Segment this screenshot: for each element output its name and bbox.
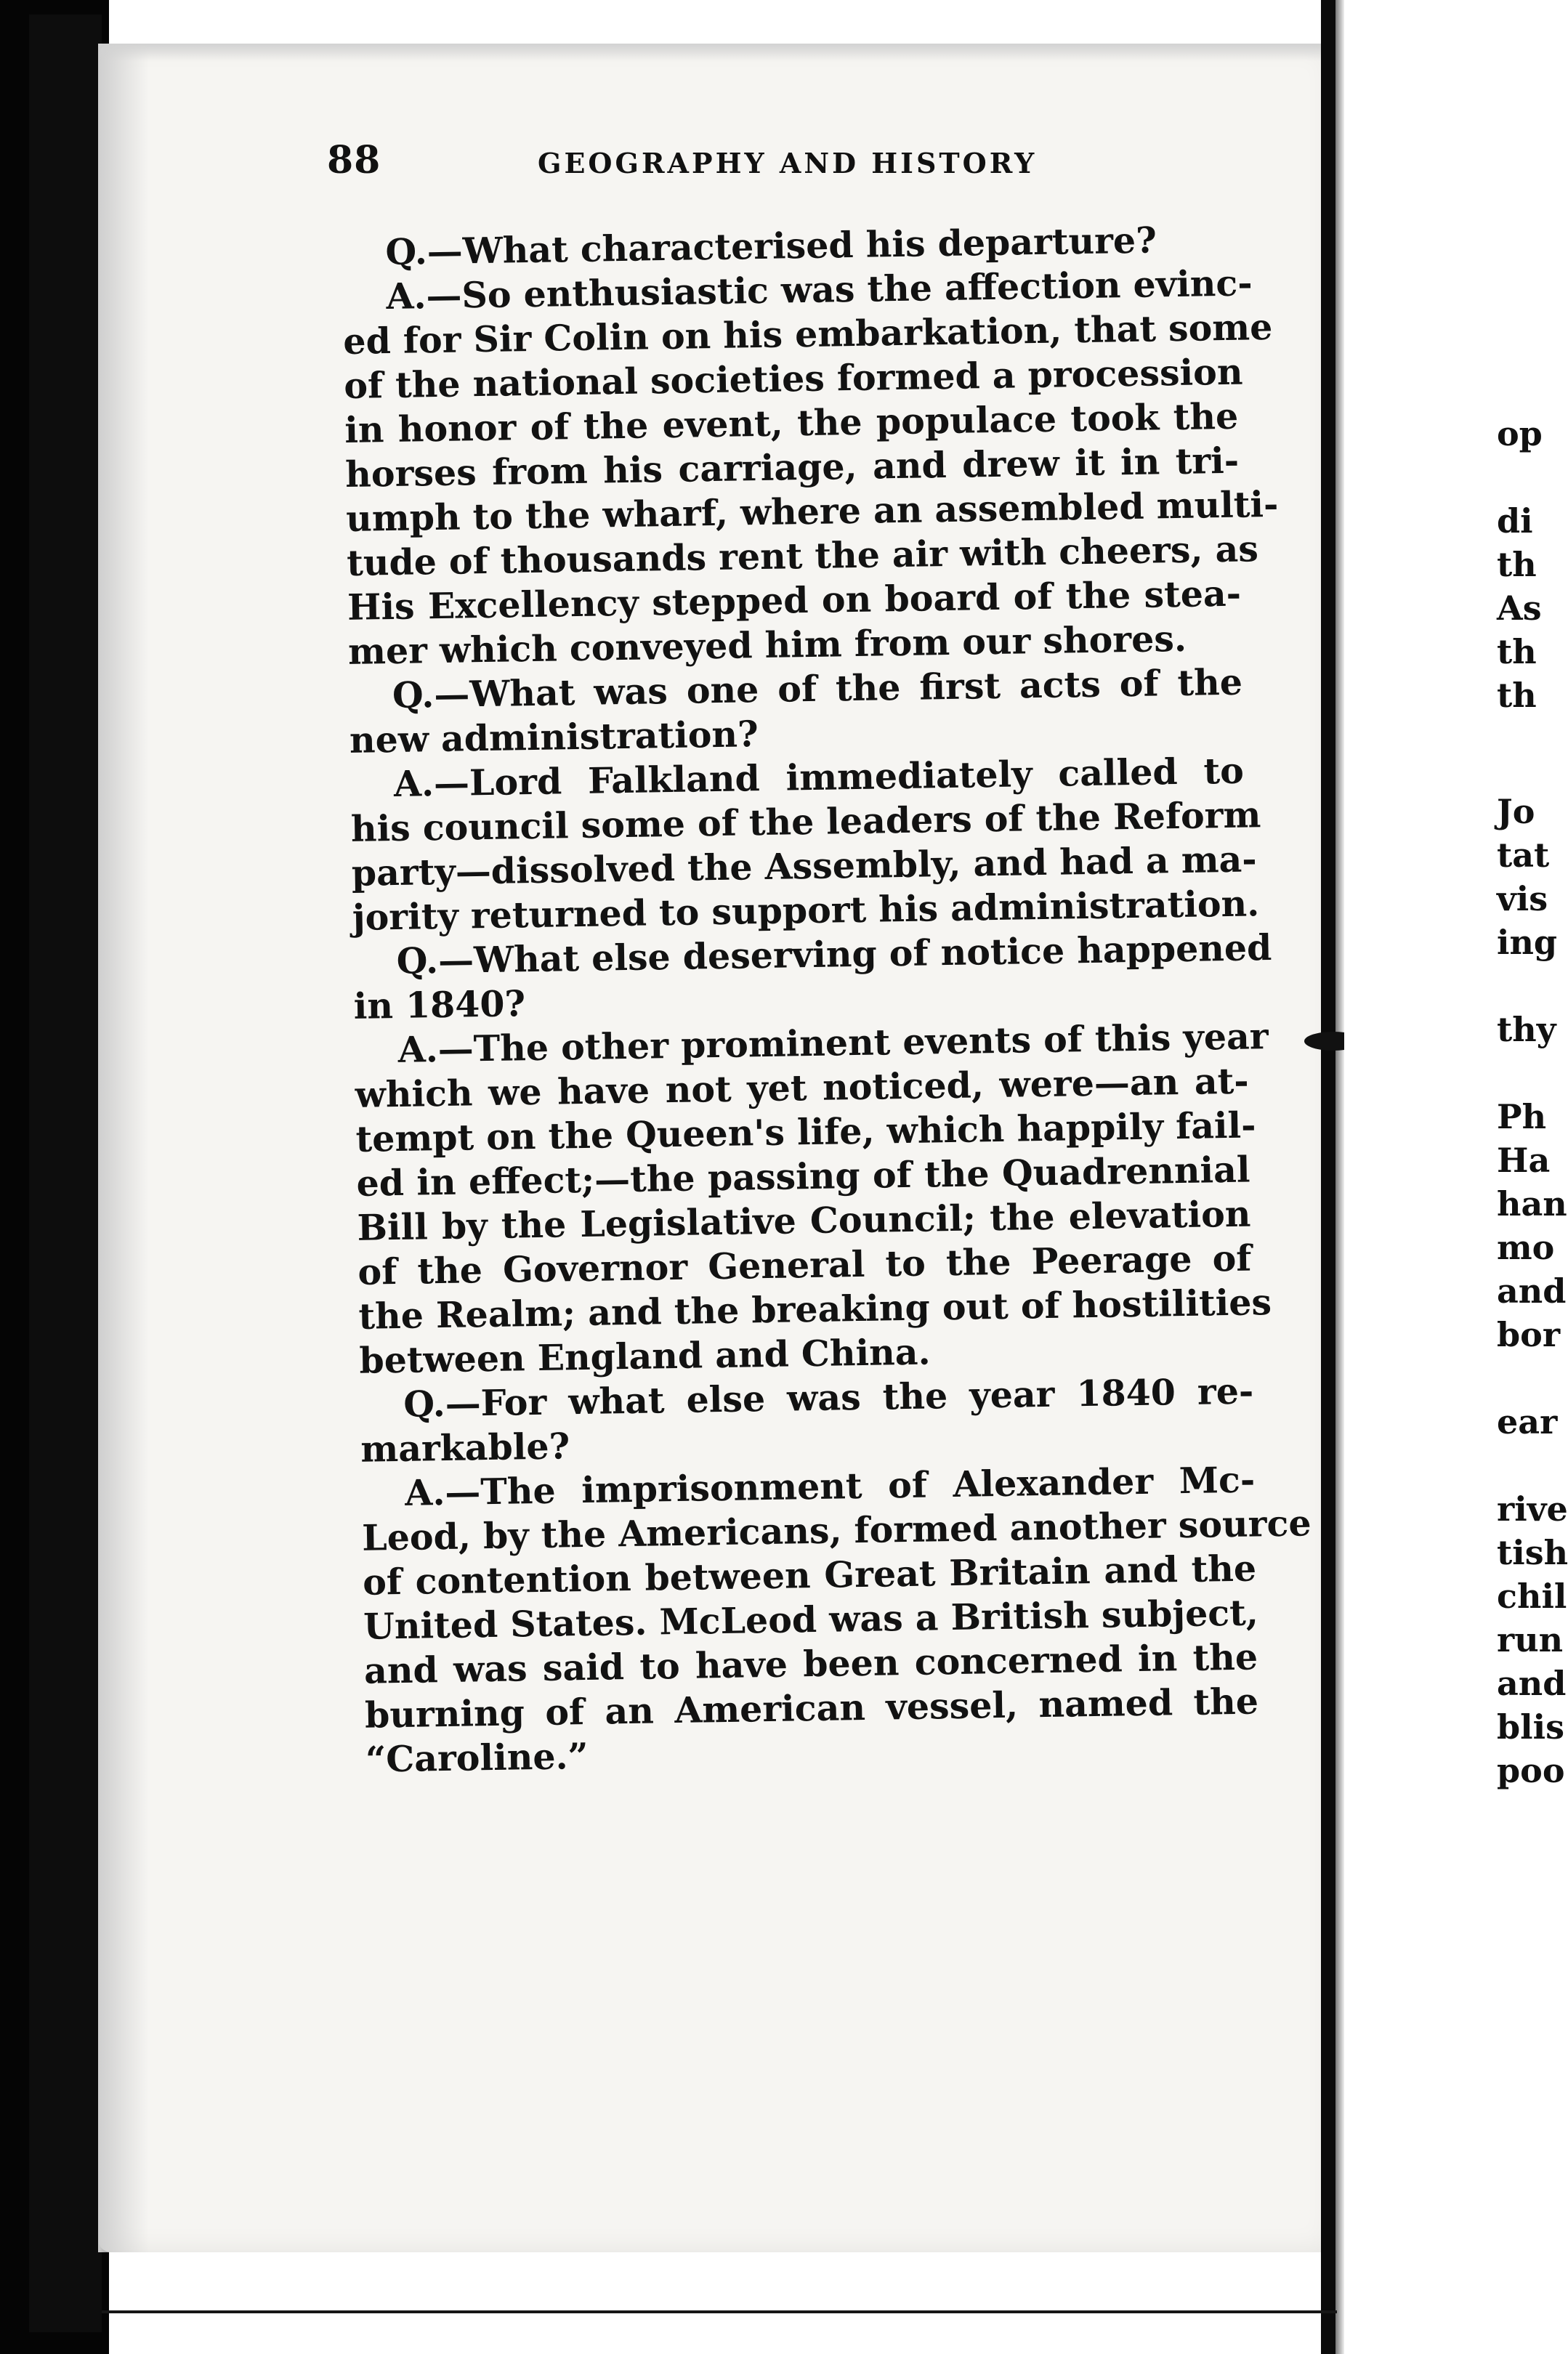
facing-page-fragment: As <box>1497 588 1542 628</box>
text-line: “Caroline.” <box>365 1734 589 1781</box>
facing-page-fragment: and <box>1497 1664 1567 1703</box>
facing-page-fragment: Ha <box>1497 1141 1551 1180</box>
scan-left-margin-inner <box>29 15 102 2332</box>
text-line: mer which conveyed him from our shores. <box>347 617 1187 673</box>
text-line: of the Governor General to the Peerage of <box>357 1237 1252 1293</box>
text-line: between England and China. <box>358 1330 931 1382</box>
text-line: A.—The imprisonment of Alexander Mc- <box>404 1458 1256 1514</box>
running-head: GEOGRAPHY AND HISTORY <box>538 147 1038 179</box>
text-line: ed for Sir Colin on his embarkation, that some <box>342 305 1273 363</box>
facing-page-fragment: run <box>1497 1620 1564 1659</box>
text-line: in honor of the event, the populace took the <box>344 395 1239 451</box>
text-line: of contention between Great Britain and the <box>362 1547 1257 1603</box>
facing-page-fragment: Jo <box>1497 792 1535 831</box>
text-line: tempt on the Queen's life, which happily fail- <box>355 1104 1256 1160</box>
text-line: umph to the wharf, where an assembled multi- <box>345 482 1279 540</box>
facing-page-fragment: chil <box>1497 1577 1567 1616</box>
page-number: 88 <box>327 138 381 182</box>
facing-page-fragment: blis <box>1497 1707 1565 1747</box>
facing-page-fragment: poo <box>1497 1751 1565 1790</box>
text-line: tude of thousands rent the air with cheers, as <box>346 527 1259 584</box>
text-line: A.—So enthusiastic was the affection evinc- <box>385 262 1253 318</box>
book-spine-edge <box>1335 0 1344 2354</box>
text-line: burning of an American vessel, named the <box>364 1680 1259 1736</box>
text-line: His Excellency stepped on board of the stea- <box>347 572 1242 628</box>
text-line: A.—Lord Falkland immediately called to <box>393 749 1245 805</box>
text-line: jority returned to support his administration. <box>352 882 1260 939</box>
text-line: Q.—What characterised his departure? <box>385 219 1157 274</box>
facing-page-fragment: han <box>1497 1184 1567 1223</box>
scan-left-margin <box>0 0 109 2354</box>
text-line: which we have not yet noticed, were—an at- <box>355 1059 1249 1116</box>
facing-page-fragment: vis <box>1497 879 1548 918</box>
facing-page-fragment: rive <box>1497 1489 1568 1529</box>
page-bottom-line <box>102 2310 1337 2313</box>
facing-page-fragment: th <box>1497 676 1537 715</box>
facing-page-fragment: ing <box>1497 923 1558 962</box>
facing-page-fragment: ear <box>1497 1402 1558 1441</box>
text-line: ed in effect;—the passing of the Quadrennial <box>356 1148 1250 1205</box>
text-line: United States. McLeod was a British subject, <box>363 1591 1259 1648</box>
text-line: Bill by the Legislative Council; the elevation <box>357 1192 1251 1249</box>
facing-page-fragment: mo <box>1497 1228 1555 1267</box>
facing-page-fragment: bor <box>1497 1315 1561 1354</box>
facing-page-fragment: op <box>1497 414 1543 453</box>
facing-page-fragment: th <box>1497 545 1537 584</box>
facing-page-fragment: di <box>1497 501 1533 541</box>
page-top-shadow <box>98 44 1333 61</box>
text-line: his council some of the leaders of the Reform <box>350 793 1261 850</box>
book-spine <box>1321 0 1335 2354</box>
page-header <box>327 138 1235 189</box>
text-line: new administration? <box>349 713 759 761</box>
facing-page-fragment: tat <box>1497 836 1550 875</box>
facing-page-fragment: th <box>1497 632 1537 671</box>
facing-page-fragment: tish <box>1497 1533 1568 1572</box>
text-line: Q.—What was one of the first acts of the <box>392 660 1243 716</box>
text-line: Leod, by the Americans, formed another source <box>361 1502 1312 1559</box>
text-line: party—dissolved the Assembly, and had a ma- <box>351 838 1258 894</box>
page-left-shadow <box>98 44 149 2252</box>
text-line: A.—The other prominent events of this year <box>397 1015 1269 1071</box>
text-line: in 1840? <box>353 982 526 1027</box>
text-line: the Realm; and the breaking out of hostilities <box>358 1281 1272 1338</box>
text-line: of the national societies formed a procession <box>343 350 1243 407</box>
text-line: and was said to have been concerned in the <box>363 1635 1258 1692</box>
facing-page-fragment: thy <box>1497 1010 1556 1049</box>
text-line: Q.—What else deserving of notice happened <box>396 926 1272 982</box>
text-line: Q.—For what else was the year 1840 re- <box>403 1370 1254 1425</box>
body-text <box>342 217 1312 1782</box>
text-line: horses from his carriage, and drew it in tri- <box>344 439 1240 496</box>
facing-page-fragment: and <box>1497 1271 1567 1311</box>
facing-page-fragment: Ph <box>1497 1097 1547 1136</box>
text-line: markable? <box>360 1425 570 1471</box>
